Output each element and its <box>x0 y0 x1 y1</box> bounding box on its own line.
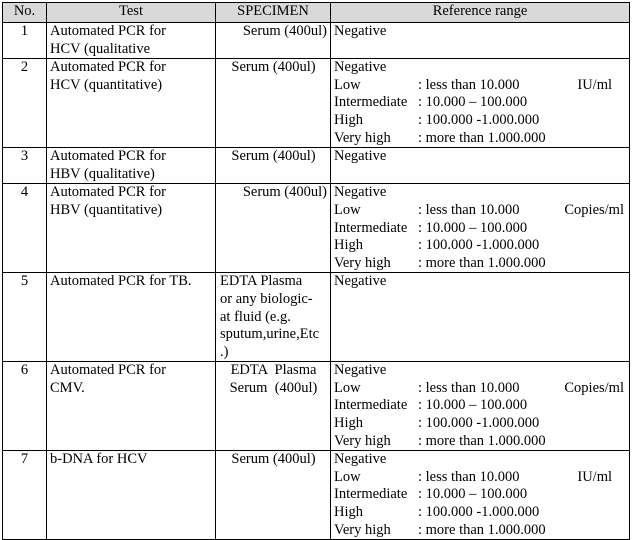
reference-negative: Negative <box>334 59 387 76</box>
test-cell <box>47 184 216 273</box>
specimen-line: Serum (400ul) <box>229 379 318 396</box>
table-row <box>3 59 630 148</box>
level-value: : 10.000 – 100.000 <box>418 486 528 503</box>
test-cell <box>47 362 216 451</box>
reference-cell <box>331 23 630 59</box>
reference-cell <box>331 59 630 148</box>
reference-level-very-high <box>334 433 626 451</box>
level-unit: IU/ml <box>577 76 612 93</box>
test-line: Automated PCR for <box>50 148 166 165</box>
level-label: Low <box>334 379 361 396</box>
reference-level-intermediate <box>334 94 626 112</box>
level-label: Very high <box>334 129 391 146</box>
table-row <box>3 184 630 273</box>
reference-negative: Negative <box>334 451 387 468</box>
reference-level-high <box>334 504 626 522</box>
level-value: : more than 1.000.000 <box>418 129 546 146</box>
level-label: Very high <box>334 254 391 271</box>
test-cell <box>47 273 216 362</box>
test-cell <box>47 23 216 59</box>
row-number: 7 <box>3 451 47 540</box>
test-line: HCV (qualitative <box>50 40 151 57</box>
specimen-line: at fluid (e.g. <box>220 308 291 325</box>
reference-negative: Negative <box>334 148 387 165</box>
level-value: : 100.000 -1.000.000 <box>418 415 540 432</box>
header-test: Test <box>47 3 216 23</box>
level-label: Low <box>334 468 361 485</box>
reference-level-intermediate <box>334 220 626 238</box>
specimen-line: Serum (400ul) <box>242 23 327 39</box>
reference-level-very-high <box>334 130 626 148</box>
level-unit: Copies/ml <box>564 201 624 218</box>
level-label: High <box>334 415 363 432</box>
level-label: Intermediate <box>334 219 408 236</box>
specimen-cell <box>216 23 331 59</box>
header-row <box>3 3 630 23</box>
table-row <box>3 451 630 540</box>
level-value: : less than 10.000 <box>418 76 520 93</box>
test-line: Automated PCR for <box>50 23 166 39</box>
test-line: HBV (quantitative) <box>50 201 163 218</box>
specimen-cell <box>216 362 331 451</box>
level-label: Low <box>334 201 361 218</box>
test-line: b-DNA for HCV <box>50 451 148 468</box>
level-value: : 10.000 – 100.000 <box>418 94 528 111</box>
test-line: CMV. <box>50 379 85 396</box>
reference-cell <box>331 451 630 540</box>
test-line: Automated PCR for <box>50 362 166 379</box>
specimen-line: EDTA Plasma <box>230 362 317 379</box>
specimen-cell <box>216 59 331 148</box>
test-line: Automated PCR for <box>50 59 166 76</box>
level-value: : 100.000 -1.000.000 <box>418 111 540 128</box>
specimen-cell <box>216 184 331 273</box>
level-label: High <box>334 111 363 128</box>
level-unit: Copies/ml <box>564 379 624 396</box>
level-label: Intermediate <box>334 486 408 503</box>
specimen-cell <box>216 273 331 362</box>
reference-cell <box>331 148 630 184</box>
header-reference-range: Reference range <box>331 3 630 23</box>
level-label: High <box>334 237 363 254</box>
row-number: 4 <box>3 184 47 273</box>
level-label: Very high <box>334 521 391 538</box>
level-value: : less than 10.000 <box>418 201 520 218</box>
level-value: : 100.000 -1.000.000 <box>418 504 540 521</box>
reference-cell <box>331 184 630 273</box>
reference-negative: Negative <box>334 23 387 39</box>
reference-level-high <box>334 112 626 130</box>
level-value: : 10.000 – 100.000 <box>418 219 528 236</box>
specimen-line: Serum (400ul) <box>231 59 316 76</box>
specimen-line: Serum (400ul) <box>231 451 316 468</box>
reference-negative: Negative <box>334 273 387 290</box>
specimen-cell <box>216 148 331 184</box>
specimen-line: Serum (400ul) <box>242 184 327 201</box>
level-unit: IU/ml <box>577 468 612 485</box>
specimen-cell <box>216 451 331 540</box>
test-cell <box>47 148 216 184</box>
specimen-line: Serum (400ul) <box>231 148 316 165</box>
row-number: 2 <box>3 59 47 148</box>
test-line: Automated PCR for TB. <box>50 273 192 290</box>
level-label: Intermediate <box>334 397 408 414</box>
reference-level-low <box>334 77 626 95</box>
level-label: Intermediate <box>334 94 408 111</box>
row-number: 1 <box>3 23 47 59</box>
specimen-line: or any biologic- <box>220 290 313 307</box>
table-row <box>3 23 630 59</box>
table-row <box>3 273 630 362</box>
specimen-line: sputum,urine,Etc <box>220 326 320 343</box>
table-row <box>3 148 630 184</box>
reference-level-low <box>334 380 626 398</box>
level-value: : less than 10.000 <box>418 468 520 485</box>
specimen-line: .) <box>220 343 229 360</box>
level-label: Low <box>334 76 361 93</box>
level-value: : less than 10.000 <box>418 379 520 396</box>
specimen-line: EDTA Plasma <box>220 273 303 290</box>
row-number: 5 <box>3 273 47 362</box>
test-line: Automated PCR for <box>50 184 166 201</box>
reference-level-high <box>334 415 626 433</box>
reference-cell <box>331 362 630 451</box>
level-label: Very high <box>334 432 391 449</box>
reference-level-high <box>334 237 626 255</box>
row-number: 3 <box>3 148 47 184</box>
row-number: 6 <box>3 362 47 451</box>
reference-level-very-high <box>334 255 626 273</box>
table-row <box>3 362 630 451</box>
reference-cell <box>331 273 630 362</box>
reference-negative: Negative <box>334 184 387 201</box>
reference-level-intermediate <box>334 486 626 504</box>
level-value: : more than 1.000.000 <box>418 432 546 449</box>
reference-level-low <box>334 469 626 487</box>
test-cell <box>47 451 216 540</box>
level-value: : more than 1.000.000 <box>418 521 546 538</box>
reference-level-intermediate <box>334 397 626 415</box>
reference-level-low <box>334 202 626 220</box>
reference-negative: Negative <box>334 362 387 379</box>
level-value: : 100.000 -1.000.000 <box>418 237 540 254</box>
test-cell <box>47 59 216 148</box>
header-specimen: SPECIMEN <box>216 3 331 23</box>
level-label: High <box>334 504 363 521</box>
header-no: No. <box>3 3 47 23</box>
level-value: : more than 1.000.000 <box>418 254 546 271</box>
reference-range-table <box>2 2 630 540</box>
reference-level-very-high <box>334 522 626 540</box>
test-line: HBV (qualitative) <box>50 165 155 182</box>
test-line: HCV (quantitative) <box>50 76 163 93</box>
level-value: : 10.000 – 100.000 <box>418 397 528 414</box>
